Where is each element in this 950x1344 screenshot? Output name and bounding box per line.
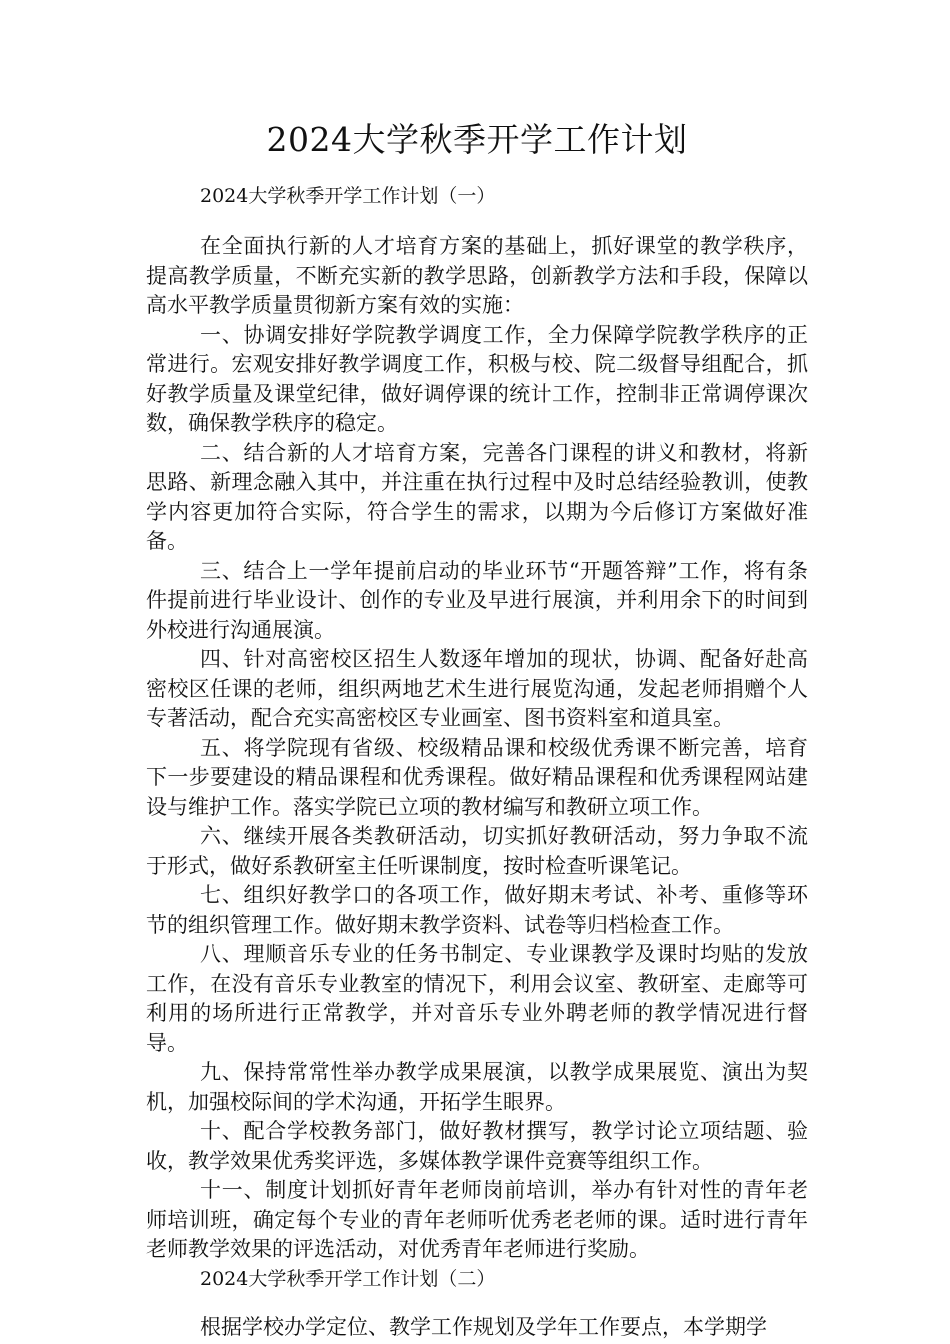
item-4: 四、针对高密校区招生人数逐年增加的现状，协调、配备好赴高密校区任课的老师，组织两地艺术生进行展览沟通，发起老师捐赠个人专著活动，配合充实高密校区专业画室、图书资料室和道具室。	[146, 647, 808, 730]
item-1: 一、协调安排好学院教学调度工作，全力保障学院教学秩序的正常进行。宏观安排好教学调度工作，积极与校、院二级督导组配合，抓好教学质量及课堂纪律，做好调停课的统计工作，控制非正常调停课次数，确保教学秩序的稳定。	[146, 322, 808, 435]
item-9: 九、保持常常性举办教学成果展演，以教学成果展览、演出为契机，加强校际间的学术沟通，开拓学生眼界。	[146, 1060, 808, 1114]
item-8: 八、理顺音乐专业的任务书制定、专业课教学及课时均贴的发放工作，在没有音乐专业教室的情况下，利用会议室、教研室、走廊等可利用的场所进行正常教学，并对音乐专业外聘老师的教学情况进行督导。	[146, 942, 808, 1055]
item-3: 三、结合上一学年提前启动的毕业环节“开题答辩”工作，将有条件提前进行毕业设计、创作的专业及早进行展演，并利用余下的时间到外校进行沟通展演。	[146, 558, 808, 642]
section-1-title: 2024大学秋季开学工作计划（一）	[200, 185, 496, 207]
document-title: 2024大学秋季开学工作计划	[266, 120, 688, 159]
item-6: 六、继续开展各类教研活动，切实抓好教研活动，努力争取不流于形式，做好系教研室主任听课制度，按时检查听课笔记。	[146, 824, 808, 878]
section-2-intro: 根据学校办学定位、教学工作规划及学年工作要点，本学期学	[200, 1314, 767, 1339]
item-10: 十、配合学校教务部门，做好教材撰写，教学讨论立项结题、验收，教学效果优秀奖评选，多媒体教学课件竞赛等组织工作。	[146, 1119, 808, 1173]
section-2-title: 2024大学秋季开学工作计划（二）	[200, 1267, 496, 1290]
item-5: 五、将学院现有省级、校级精品课和校级优秀课不断完善，培育下一步要建设的精品课程和优秀课程。做好精品课程和优秀课程网站建设与维护工作。落实学院已立项的教材编写和教研立项工作。	[146, 735, 808, 819]
item-7: 七、组织好教学口的各项工作，做好期末考试、补考、重修等环节的组织管理工作。做好期末教学资料、试卷等归档检查工作。	[146, 883, 808, 937]
document-page	[146, 120, 808, 1342]
item-2: 二、结合新的人才培育方案，完善各门课程的讲义和教材，将新思路、新理念融入其中，并注重在执行过程中及时总结经验教训，使教学内容更加符合实际，符合学生的需求，以期为今后修订方案做好准备。	[146, 440, 808, 553]
intro-paragraph: 在全面执行新的人才培育方案的基础上，抓好课堂的教学秩序，提高教学质量，不断充实新的教学思路，创新教学方法和手段，保障以高水平教学质量贯彻新方案有效的实施：	[146, 234, 808, 317]
item-11: 十一、制度计划抓好青年老师岗前培训，举办有针对性的青年老师培训班，确定每个专业的青年老师听优秀老老师的课。适时进行青年老师教学效果的评选活动，对优秀青年老师进行奖励。	[146, 1178, 808, 1261]
